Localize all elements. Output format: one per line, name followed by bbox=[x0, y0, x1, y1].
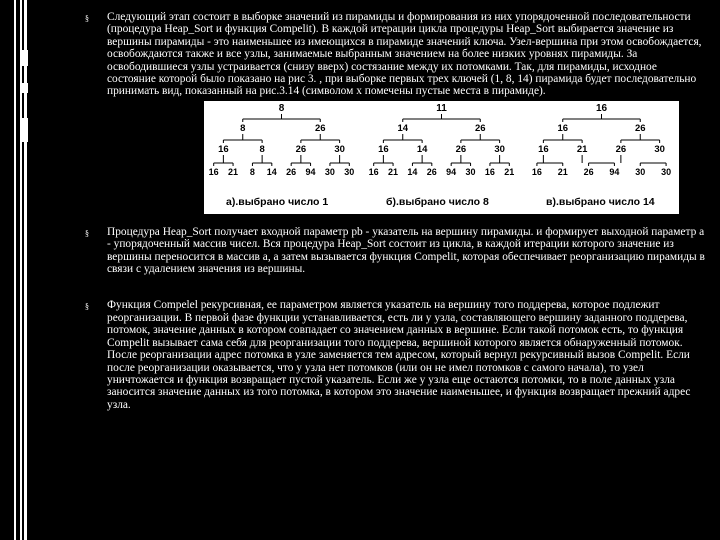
tree-node-value: 16 bbox=[595, 102, 608, 114]
pyramid-tree-1 bbox=[209, 103, 355, 208]
tree-node-value: 16 bbox=[531, 166, 542, 177]
tree-node-value: 30 bbox=[344, 166, 355, 177]
tree-node-value: 30 bbox=[324, 166, 335, 177]
tree-node-value: 30 bbox=[334, 143, 345, 155]
tree-node-value: 8 bbox=[240, 122, 246, 134]
tree-node-value: 26 bbox=[295, 143, 307, 155]
tree-node-value: 14 bbox=[416, 143, 428, 155]
paragraph-heap-sort-procedure: Процедура Heap_Sort получает входной параметр pb - указатель на вершину пирамиды. и формирует выходной параметр a - упорядоченный массив чисел. Вся процедура Heap_Sort состоит из цикла, в каждой итерации которого значение из вершины переносится в массив a, а затем вызывается функция Compelit, которая обеспечивает реорганизацию пирамиды в связи с удалением значения из вершины. bbox=[107, 225, 705, 276]
tree-node-value: 94 bbox=[446, 166, 457, 177]
tree-node-value: 94 bbox=[305, 166, 316, 177]
tree-node-value: 16 bbox=[208, 166, 219, 177]
tree-node-value: 30 bbox=[635, 166, 646, 177]
bullet-icon: § bbox=[85, 228, 89, 238]
tree-node-value: 26 bbox=[474, 122, 486, 134]
paragraph-compelit-function: Функция Compelel рекурсивная, ее параметром является указатель на вершину того поддерева, которое подлежит реорганизации. В первой фазе функции устанавливается, есть ли у узла, составляющего вершину заданного поддерева, потомок, значение данных в котором совпадает со значением данных в вершине. Если такой потомок есть, то функция Compelit вызывает сама себя для реорганизации того поддерева, вершиной которого является обнаруженный потомок. После реорганизации адрес потомка в узле заменяется тем адресом, который вернул рекурсивный вызов Compelit. Если после реорганизации оказывается, что у узла нет потомков (или он не имел потомков с самого начала), то узел уничтожается и функция возвращает пустой указатель. Если же у узла еще остаются потомки, то в поле данных узла заносится значение данных из того потомка, в котором это значение наименьшее, и функция возвращает прежний адрес узла. bbox=[107, 299, 691, 411]
figure-caption: б).выбрано число 8 bbox=[386, 195, 489, 208]
tree-node-value: 26 bbox=[583, 166, 594, 177]
tree-node-value: 30 bbox=[654, 143, 665, 155]
tree-node-value: 16 bbox=[538, 143, 549, 155]
tree-node-value: 21 bbox=[576, 143, 588, 155]
bullet-item-2 bbox=[75, 226, 705, 276]
tree-node-value: 94 bbox=[609, 166, 620, 177]
figure-pyramid-trees bbox=[204, 101, 679, 214]
tree-node-value: 30 bbox=[465, 166, 476, 177]
tree-node-value: 26 bbox=[455, 143, 467, 155]
tree-node-value: 21 bbox=[557, 166, 568, 177]
tree-node-value: 30 bbox=[661, 166, 672, 177]
bullet-item-3 bbox=[75, 299, 705, 411]
tree-node-value: 16 bbox=[378, 143, 389, 155]
tree-node-value: 26 bbox=[426, 166, 437, 177]
tree-node-value: 14 bbox=[407, 166, 418, 177]
tree-node-value: 21 bbox=[228, 166, 239, 177]
tree-node-value: 16 bbox=[368, 166, 379, 177]
bullet-item-1 bbox=[75, 11, 705, 214]
tree-node-value: 21 bbox=[504, 166, 515, 177]
tree-node-value: 8 bbox=[278, 102, 285, 114]
slide-content bbox=[75, 11, 705, 411]
decorative-side-bars bbox=[14, 0, 30, 540]
tree-node-value: 16 bbox=[557, 122, 569, 134]
tree-node-value: 16 bbox=[218, 143, 229, 155]
bullet-icon: § bbox=[85, 14, 89, 23]
figure-caption: в).выбрано число 14 bbox=[546, 195, 655, 208]
tree-node-value: 21 bbox=[388, 166, 399, 177]
pyramid-tree-3 bbox=[532, 103, 671, 208]
tree-node-value: 26 bbox=[286, 166, 297, 177]
tree-node-value: 16 bbox=[484, 166, 495, 177]
tree-node-value: 26 bbox=[634, 122, 646, 134]
pyramid-tree-2 bbox=[369, 103, 515, 208]
figure-caption: а).выбрано число 1 bbox=[226, 195, 329, 208]
tree-node-value: 30 bbox=[494, 143, 505, 155]
tree-node-value: 26 bbox=[314, 122, 326, 134]
tree-node-value: 8 bbox=[259, 143, 265, 155]
pyramid-trees-svg bbox=[204, 101, 679, 214]
bullet-icon: § bbox=[85, 302, 89, 312]
tree-node-value: 11 bbox=[436, 102, 447, 114]
paragraph-heap-sort-selection: Следующий этап состоит в выборке значений из пирамиды и формирования из них упорядоченной последовательности (процедура Heap_Sort и функция Compelit). В каждой итерации цикла процедуры Heap_Sort выбирается значение из вершины пирамиды - это наименьшее из имеющихся в пирамиде значений ключа. Узел-вершина при этом освобождается, освобождаются также и все узлы, занимаемые выбранным значением на более низких уровнях пирамиды. За освободившиеся узлы устраивается (снизу вверх) состязание между их потомками. Так, для пирамиды, исходное состояние которой было показано на рис 3. , при выборке первых трех ключей (1, 8, 14) пирамида будет последовательно принимать вид, показанный на рис.3.14 (символом x помечены пустые места в пирамиде). bbox=[107, 11, 702, 98]
tree-node-value: 26 bbox=[615, 143, 627, 155]
tree-node-value: 14 bbox=[397, 122, 409, 134]
tree-node-value: 14 bbox=[266, 166, 277, 177]
tree-node-value: 8 bbox=[249, 166, 255, 177]
